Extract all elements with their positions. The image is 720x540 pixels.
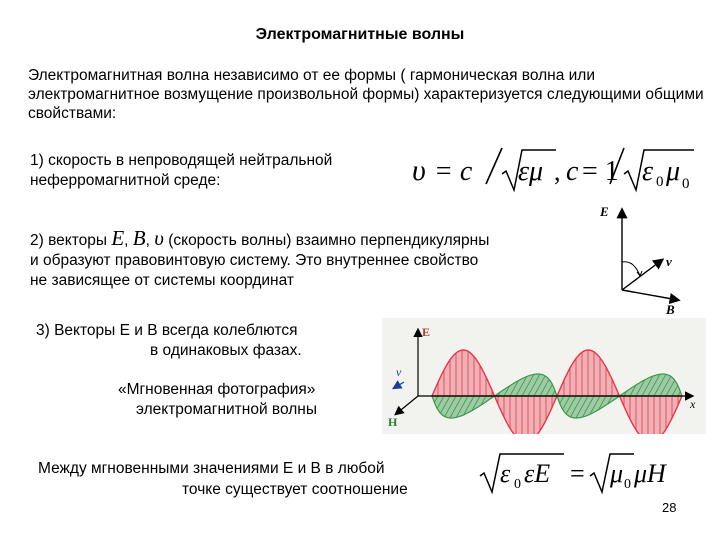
- formula-c: c: [566, 156, 579, 187]
- slide-title: Электромагнитные волны: [255, 26, 465, 43]
- relation-formula: [478, 450, 688, 498]
- property-2-line3: не зависящее от системы координат: [30, 272, 294, 289]
- formula-eps-mu: εμ: [518, 156, 544, 187]
- formula-comma: ,: [554, 157, 561, 186]
- relation-eq: =: [570, 459, 585, 488]
- page-number: 28: [662, 500, 677, 515]
- formula-eq-c: = c: [434, 156, 473, 187]
- relation-sub0a: 0: [514, 477, 521, 492]
- property-2: [30, 228, 590, 291]
- h-label: H: [388, 415, 398, 429]
- relation-line1: Между мгновенными значениями Е и В в любой: [38, 460, 385, 477]
- property-2-line2: и образуют правовинтовую систему. Это внутреннее свойство: [30, 252, 479, 269]
- relation-sub0b: 0: [624, 477, 631, 492]
- snapshot-line1: «Мгновенная фотография»: [118, 381, 316, 398]
- property-1: [30, 151, 332, 191]
- speed-formula: [410, 144, 700, 196]
- formula-mu0: μ: [666, 156, 681, 187]
- property-1-line2: неферромагнитной среде:: [30, 172, 221, 189]
- vector-v: υ: [154, 226, 164, 250]
- relation-mu-h: μH: [634, 459, 666, 488]
- intro-paragraph: Электромагнитная волна независимо от ее формы ( гармоническая волна или электромагнитное возмущение произвольной формы) характеризуется следующими общими свойствами:: [28, 67, 704, 122]
- axis-label-b: B: [666, 302, 675, 317]
- relation-eps-e: εE: [524, 459, 551, 488]
- property-3-line1: 3) Векторы Е и В всегда колеблются: [36, 322, 298, 339]
- formula-sub0a: 0: [656, 174, 664, 190]
- vector-e: E: [111, 226, 125, 250]
- axis-label-e: E: [600, 204, 609, 219]
- formula-sub0b: 0: [682, 176, 690, 192]
- formula-eps0: ε: [642, 156, 654, 187]
- v-label: v: [396, 365, 402, 379]
- axis-label-v: v: [666, 254, 672, 269]
- formula-v: υ: [412, 154, 426, 187]
- property-3-line2: в одинаковых фазах.: [150, 342, 302, 359]
- sqrt-symbol-3: [480, 454, 564, 492]
- property-2-line1: 2) векторы E, B, υ (скорость волны) взаимно перпендикулярны: [30, 226, 490, 250]
- vector-b: B: [132, 226, 146, 250]
- property-1-line1: 1) скорость в непроводящей нейтральной: [30, 152, 333, 169]
- relation-line2: точке существует соотношение: [182, 481, 408, 498]
- x-label: x: [690, 397, 696, 411]
- e-label: E: [422, 325, 431, 339]
- snapshot-line2: электромагнитной волны: [136, 401, 318, 418]
- relation-eps0: ε: [500, 459, 511, 488]
- wave-figure: [382, 318, 706, 434]
- formula-eq-one: = 1: [582, 156, 619, 187]
- relation-mu0: μ: [610, 459, 624, 488]
- vector-axes-diagram: [588, 200, 698, 318]
